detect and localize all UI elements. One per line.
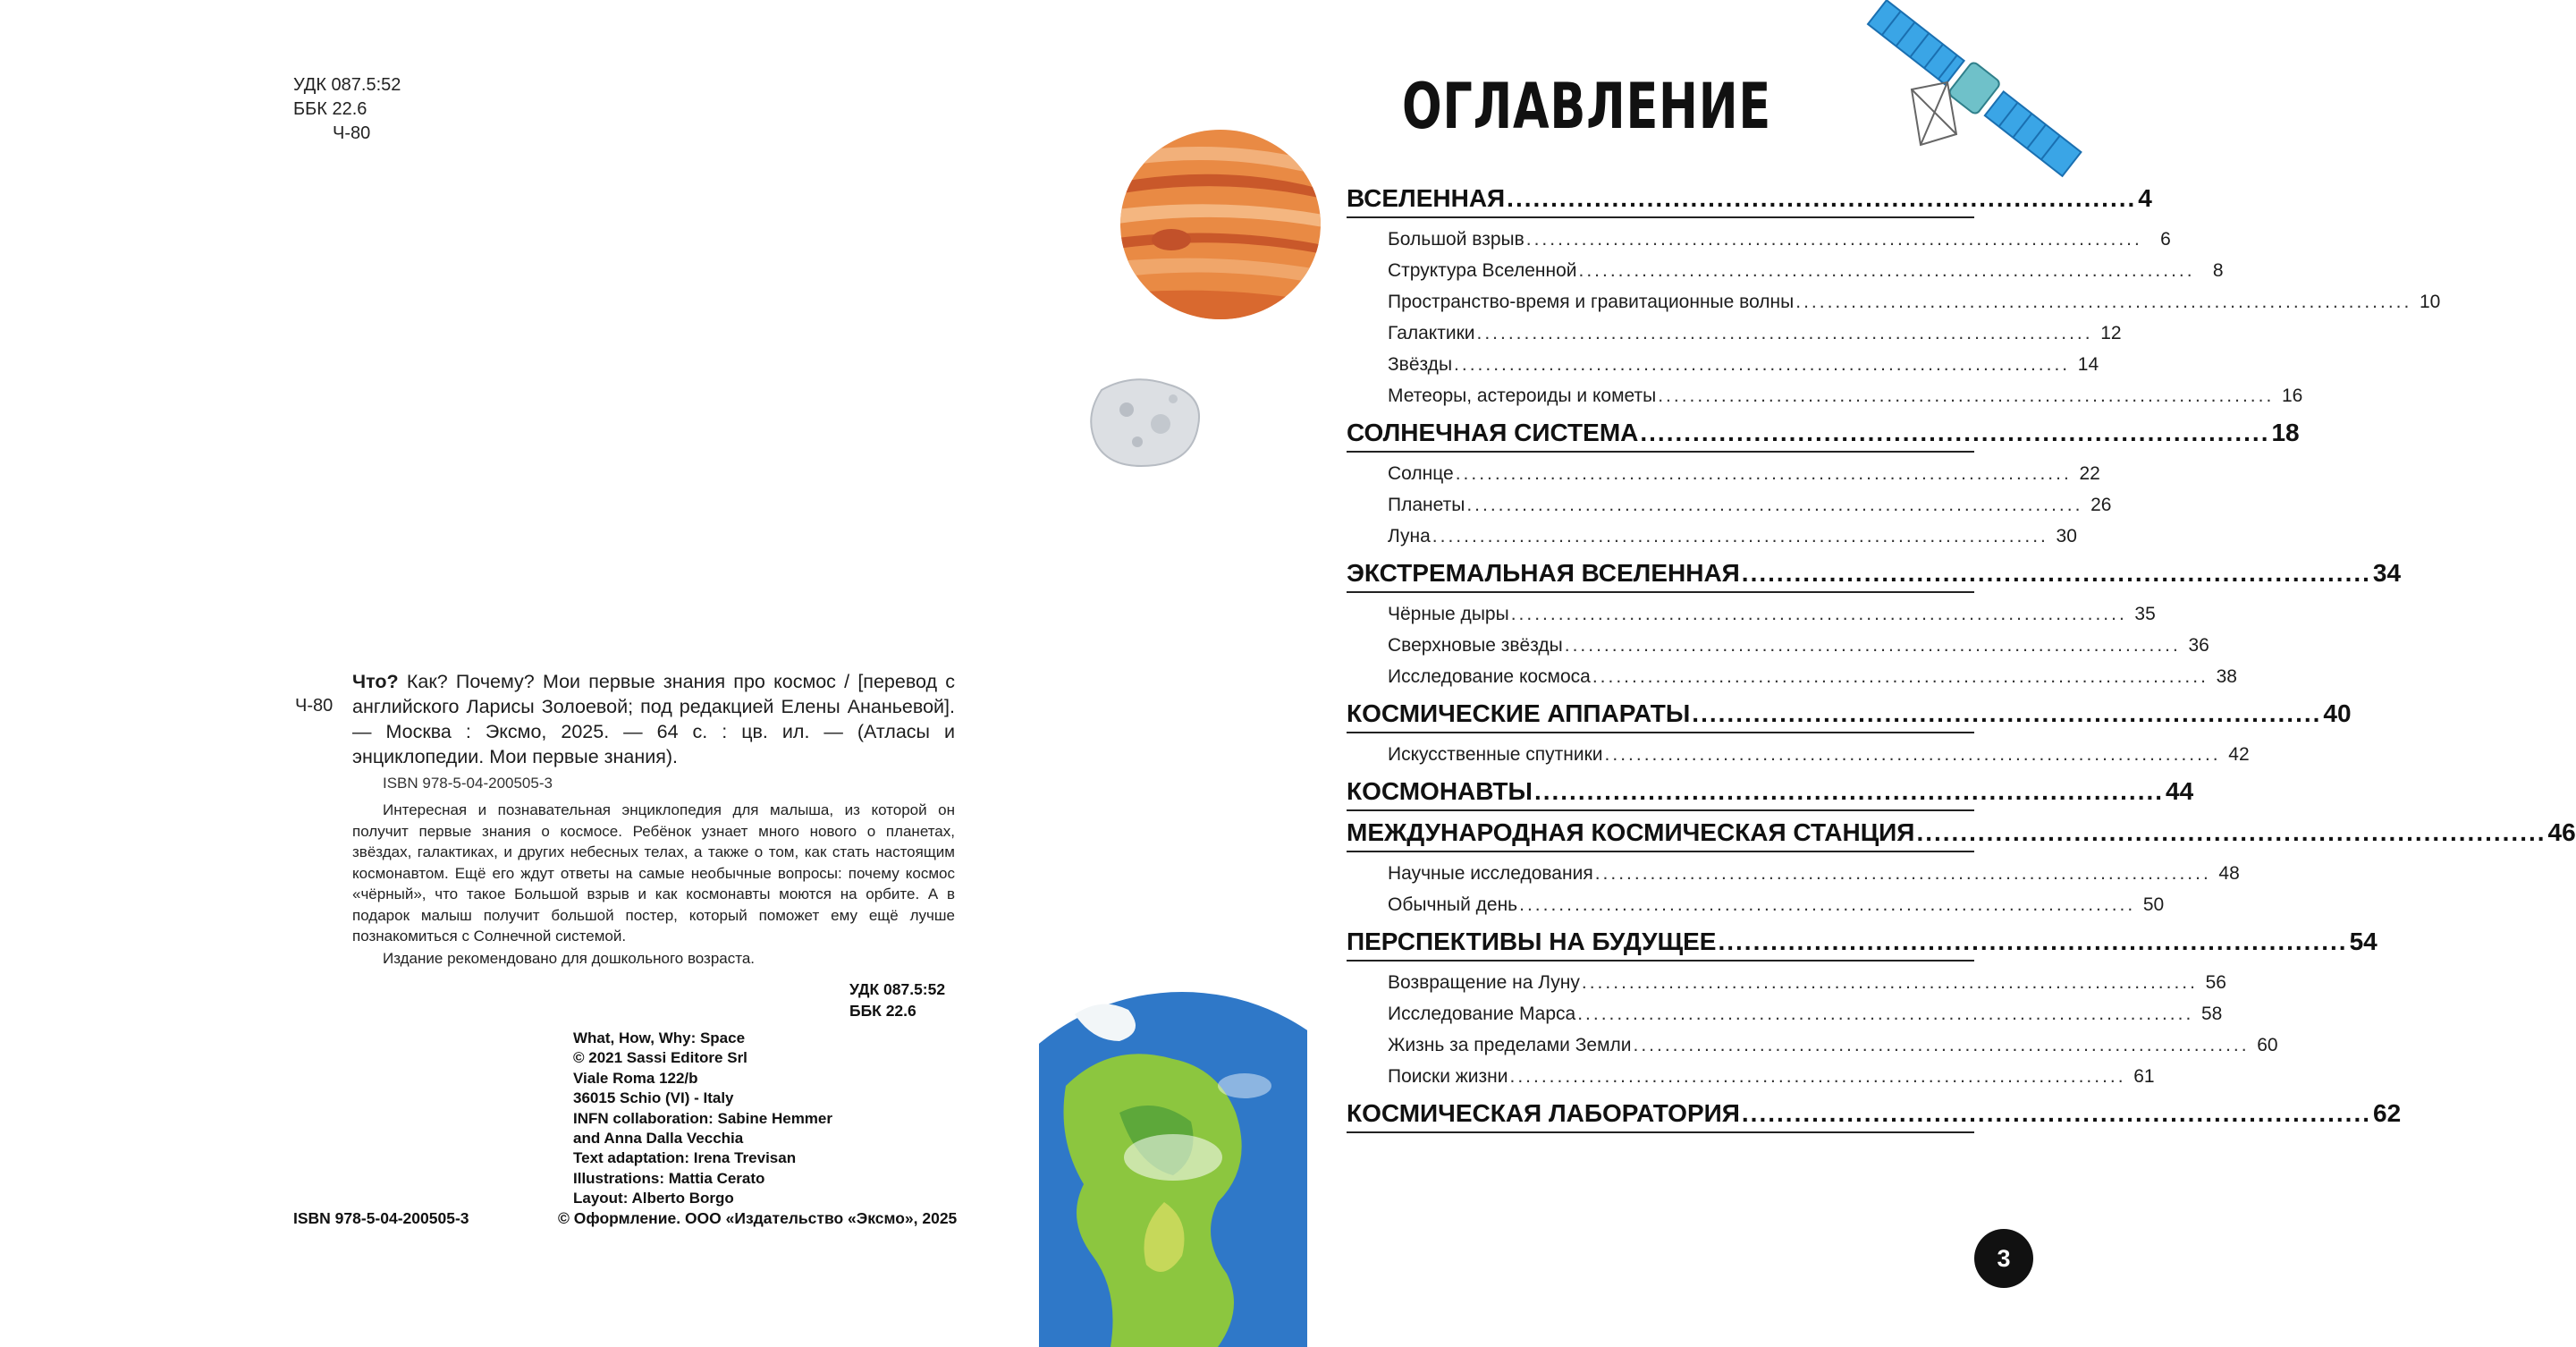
toc-section-title: ВСЕЛЕННАЯ <box>1347 184 1506 212</box>
toc-item-title: Планеты <box>1388 495 1465 515</box>
page-number-badge: 3 <box>1974 1229 2033 1288</box>
toc-section-page: 34 <box>2372 559 2402 587</box>
toc-section-title: ЭКСТРЕМАЛЬНАЯ ВСЕЛЕННАЯ <box>1347 559 1740 587</box>
toc-item-title: Метеоры, астероиды и кометы <box>1388 385 1657 406</box>
toc-item-page: 8 <box>2212 260 2224 281</box>
toc-section[interactable]: КОСМИЧЕСКАЯ ЛАБОРАТОРИЯ ........................................................................ 62 <box>1347 1099 1974 1133</box>
toc-item-page: 48 <box>2218 863 2240 884</box>
toc-item-title: Чёрные дыры <box>1388 604 1509 624</box>
toc-item-title: Луна <box>1388 526 1431 546</box>
credits-block <box>573 1029 832 1209</box>
toc-item-page: 6 <box>2160 229 2171 250</box>
bbk-line: ББК 22.6 <box>293 99 367 119</box>
toc-item[interactable]: Пространство-время и гравитационные волны .............................................................................. 10 <box>1388 286 1974 318</box>
toc-item[interactable]: Чёрные дыры .............................................................................. 35 <box>1388 598 1974 630</box>
udk-line: УДК 087.5:52 <box>293 75 401 95</box>
toc-item-title: Галактики <box>1388 323 1475 343</box>
toc-item[interactable]: Планеты .............................................................................. 26 <box>1388 489 1974 521</box>
credit-line: Text adaptation: Irena Trevisan <box>573 1149 797 1167</box>
credit-line: 36015 Schio (VI) - Italy <box>573 1089 734 1107</box>
toc-item[interactable]: Структура Вселенной .............................................................................. 8 <box>1388 255 1974 286</box>
toc-item[interactable]: Галактики .............................................................................. 12 <box>1388 318 1974 349</box>
toc-item-title: Структура Вселенной <box>1388 260 1577 281</box>
table-of-contents <box>1347 184 2576 1133</box>
toc-item[interactable]: Исследование космоса .............................................................................. 38 <box>1388 661 1974 692</box>
annotation <box>352 800 955 969</box>
toc-section-page: 18 <box>2271 419 2300 446</box>
toc-item[interactable]: Возвращение на Луну .............................................................................. 56 <box>1388 967 1974 998</box>
toc-section-page: 54 <box>2349 928 2378 955</box>
toc-item-title: Исследование космоса <box>1388 666 1591 687</box>
toc-item-title: Обычный день <box>1388 894 1518 915</box>
earth-illustration <box>1039 987 1307 1347</box>
toc-item[interactable]: Солнце .............................................................................. 22 <box>1388 458 1974 489</box>
credit-line: INFN collaboration: Sabine Hemmer <box>573 1109 832 1127</box>
toc-section[interactable]: КОСМОНАВТЫ ........................................................................ 44 <box>1347 777 1974 811</box>
toc-section[interactable]: ЭКСТРЕМАЛЬНАЯ ВСЕЛЕННАЯ ........................................................................ 34 <box>1347 559 1974 593</box>
toc-item-page: 35 <box>2134 604 2156 624</box>
toc-section[interactable]: КОСМИЧЕСКИЕ АППАРАТЫ ........................................................................ 40 <box>1347 699 1974 733</box>
toc-section-title: СОЛНЕЧНАЯ СИСТЕМА <box>1347 419 1639 446</box>
isbn-bold: ISBN 978-5-04-200505-3 <box>293 1209 469 1227</box>
toc-item[interactable]: Искусственные спутники .............................................................................. 42 <box>1388 739 1974 770</box>
toc-item-page: 56 <box>2205 972 2226 993</box>
isbn-small: ISBN 978-5-04-200505-3 <box>383 775 553 792</box>
toc-item-page: 58 <box>2200 1004 2223 1024</box>
annotation-text: Интересная и познавательная энциклопедия для малыша, из которой он получит первые знания о космосе. Ребёнок узнает много нового о планетах, звёздах, галактиках, и других небесных телах, а также о том, как стать настоящим космонавтом. Ещё его ждут ответы на самые необычные вопросы: почему космос «чёрный», что такое Большой взрыв и как космонавты моются на орбите. А в подарок малыш получит большой постер, который поможет ему ещё лучше познакомиться с Солнечной системой. <box>352 801 955 945</box>
toc-item-page: 38 <box>2216 666 2237 687</box>
udk-right-block <box>849 978 955 1021</box>
toc-item-title: Поиски жизни <box>1388 1066 1508 1087</box>
toc-section[interactable]: ПЕРСПЕКТИВЫ НА БУДУЩЕЕ ........................................................................ 54 <box>1347 928 1974 962</box>
credit-line: Illustrations: Mattia Cerato <box>573 1169 765 1187</box>
toc-item-title: Научные исследования <box>1388 863 1593 884</box>
toc-item-page: 16 <box>2281 385 2303 406</box>
toc-section-page: 40 <box>2323 699 2352 727</box>
toc-item-title: Звёзды <box>1388 354 1453 375</box>
toc-item-title: Жизнь за пределами Земли <box>1388 1035 1632 1055</box>
toc-item[interactable]: Луна .............................................................................. 30 <box>1388 521 1974 552</box>
toc-section-page: 62 <box>2373 1099 2402 1127</box>
copyright-line: © Оформление. ООО «Издательство «Эксмо», 2025 <box>558 1209 958 1227</box>
toc-section-page: 46 <box>2547 818 2576 846</box>
credit-line: Layout: Alberto Borgo <box>573 1190 734 1207</box>
toc-item[interactable]: Поиски жизни .............................................................................. 61 <box>1388 1061 1974 1092</box>
toc-item-page: 60 <box>2257 1035 2278 1055</box>
toc-item[interactable]: Жизнь за пределами Земли .............................................................................. 60 <box>1388 1029 1974 1061</box>
credit-line: Viale Roma 122/b <box>573 1069 698 1087</box>
toc-item-page: 10 <box>2419 292 2441 312</box>
udk-right-line: УДК 087.5:52 <box>849 980 946 998</box>
toc-item-page: 36 <box>2188 635 2209 656</box>
toc-section-page: 4 <box>2138 184 2152 212</box>
toc-item-page: 30 <box>2056 526 2077 546</box>
toc-section-title: КОСМИЧЕСКАЯ ЛАБОРАТОРИЯ <box>1347 1099 1740 1127</box>
toc-section[interactable]: ВСЕЛЕННАЯ ........................................................................ 4 <box>1347 184 1974 218</box>
toc-item-title: Искусственные спутники <box>1388 744 1603 765</box>
toc-section-page: 44 <box>2166 777 2194 805</box>
toc-item[interactable]: Обычный день .............................................................................. 50 <box>1388 889 1974 920</box>
satellite-illustration <box>1858 0 2081 190</box>
toc-item-title: Пространство-время и гравитационные волны <box>1388 292 1795 312</box>
toc-item-title: Солнце <box>1388 463 1454 484</box>
toc-section-title: ПЕРСПЕКТИВЫ НА БУДУЩЕЕ <box>1347 928 1717 955</box>
toc-item-page: 12 <box>2100 323 2122 343</box>
age-recommendation: Издание рекомендовано для дошкольного возраста. <box>383 949 756 967</box>
toc-item[interactable]: Метеоры, астероиды и кометы .............................................................................. 16 <box>1388 380 1974 411</box>
toc-item-page: 26 <box>2090 495 2112 515</box>
biblio-title-bold: Что? <box>352 671 399 692</box>
side-author-mark: Ч-80 <box>295 696 334 716</box>
toc-item[interactable]: Звёзды .............................................................................. 14 <box>1388 349 1974 380</box>
toc-item-title: Сверхновые звёзды <box>1388 635 1563 656</box>
toc-title: ОГЛАВЛЕНИЕ <box>1402 70 1772 143</box>
credit-line: What, How, Why: Space <box>573 1029 746 1046</box>
toc-item-page: 22 <box>2079 463 2100 484</box>
credit-line: and Anna Dalla Vecchia <box>573 1130 744 1148</box>
udk-header <box>293 73 401 146</box>
toc-section-title: КОСМОНАВТЫ <box>1347 777 1533 805</box>
bbk-right-line: ББК 22.6 <box>849 1002 916 1020</box>
toc-item-title: Исследование Марса <box>1388 1004 1576 1024</box>
toc-item-title: Большой взрыв <box>1388 229 1524 250</box>
biblio-text: Как? Почему? Мои первые знания про космос / [перевод с английского Ларисы Золоевой; под редакцией Елены Ананьевой]. — Москва : Эксмо, 2025. — 64 с. : цв. ил. — (Атласы и энциклопедии. Мои первые знания). <box>352 671 955 767</box>
author-mark: Ч-80 <box>333 123 371 143</box>
credit-line: © 2021 Sassi Editore Srl <box>573 1049 747 1067</box>
toc-section-title: МЕЖДУНАРОДНАЯ КОСМИЧЕСКАЯ СТАНЦИЯ <box>1347 818 1915 846</box>
toc-item-page: 14 <box>2077 354 2099 375</box>
toc-item-title: Возвращение на Луну <box>1388 972 1580 993</box>
toc-item-page: 50 <box>2142 894 2165 915</box>
toc-item[interactable]: Сверхновые звёзды .............................................................................. 36 <box>1388 630 1974 661</box>
toc-item[interactable]: Научные исследования .............................................................................. 48 <box>1388 858 1974 889</box>
asteroid-illustration <box>1084 372 1209 472</box>
jupiter-illustration <box>1118 127 1323 322</box>
toc-item-page: 61 <box>2133 1066 2155 1087</box>
toc-section[interactable]: СОЛНЕЧНАЯ СИСТЕМА ........................................................................ 18 <box>1347 419 1974 453</box>
toc-item[interactable]: Большой взрыв .............................................................................. 6 <box>1388 224 1974 255</box>
toc-section[interactable]: МЕЖДУНАРОДНАЯ КОСМИЧЕСКАЯ СТАНЦИЯ ........................................................................ 46 <box>1347 818 1974 852</box>
toc-section-title: КОСМИЧЕСКИЕ АППАРАТЫ <box>1347 699 1691 727</box>
toc-item-page: 42 <box>2228 744 2250 765</box>
bibliographic-record <box>352 669 955 769</box>
toc-item[interactable]: Исследование Марса .............................................................................. 58 <box>1388 998 1974 1029</box>
